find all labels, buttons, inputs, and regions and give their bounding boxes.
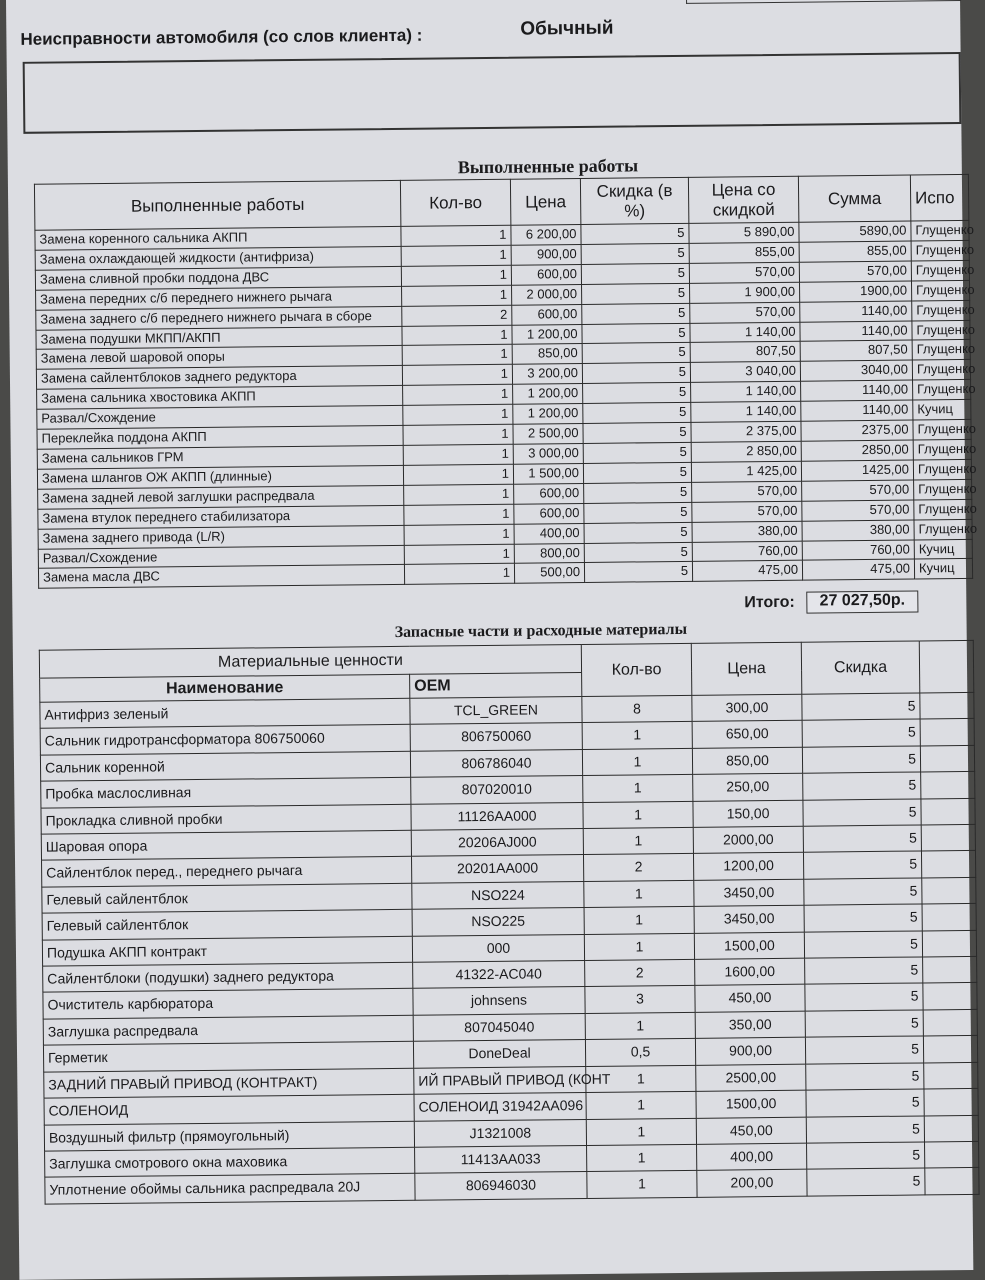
work-price: 1 500,00 [513, 463, 583, 484]
work-sum: 380,00 [802, 520, 914, 541]
work-qty: 1 [403, 424, 513, 445]
works-total-label: Итого: [744, 593, 795, 612]
part-discount: 5 [804, 931, 922, 959]
part-extra [922, 904, 976, 931]
works-total [744, 592, 944, 614]
part-price: 2500,00 [696, 1064, 806, 1092]
part-price: 1500,00 [694, 932, 804, 960]
part-oem: 20206AJ000 [411, 829, 583, 857]
works-header-discount: Скидка (в %) [580, 177, 688, 224]
work-discounted-price: 570,00 [692, 501, 802, 522]
part-qty: 8 [582, 695, 692, 723]
work-discount: 5 [581, 243, 689, 264]
part-discount: 5 [807, 1168, 925, 1196]
parts-table [39, 640, 980, 1204]
part-extra [921, 851, 975, 878]
work-discount: 5 [582, 303, 690, 324]
part-qty: 2 [583, 854, 693, 882]
part-oem: 41322-AC040 [413, 961, 585, 989]
part-extra [923, 983, 977, 1010]
part-qty: 1 [586, 1091, 696, 1119]
work-qty: 1 [404, 544, 514, 565]
parts-header-price: Цена [691, 642, 802, 695]
work-qty: 1 [401, 225, 511, 246]
work-executor: Глущенко [914, 499, 972, 520]
part-name: Антифриз зеленый [40, 698, 410, 728]
work-discount: 5 [584, 522, 692, 543]
part-price: 450,00 [696, 1117, 806, 1145]
work-discounted-price: 1 140,00 [691, 381, 801, 402]
work-executor: Глущенко [911, 280, 969, 301]
work-qty: 1 [404, 524, 514, 545]
part-discount: 5 [807, 1142, 925, 1170]
part-discount: 5 [806, 1089, 924, 1117]
work-discounted-price: 570,00 [692, 481, 802, 502]
work-name: Замена масла ДВС [38, 565, 404, 589]
part-price: 3450,00 [694, 879, 804, 907]
work-discounted-price: 570,00 [689, 262, 799, 283]
work-discounted-price: 807,50 [690, 342, 800, 363]
part-discount: 5 [803, 825, 921, 853]
work-qty: 1 [403, 384, 513, 405]
parts-header-group: Материальные ценности [39, 645, 581, 679]
work-name: Замена заднего с/б переднего нижнего рычага в сборе [36, 306, 402, 330]
part-name: Сальник коренной [40, 751, 410, 781]
part-price: 850,00 [692, 747, 802, 775]
part-price: 150,00 [693, 800, 803, 828]
work-discounted-price: 3 040,00 [690, 362, 800, 383]
work-price: 900,00 [511, 244, 581, 265]
part-qty: 1 [586, 1118, 696, 1146]
part-extra [920, 719, 974, 746]
part-oem: J1321008 [414, 1119, 586, 1147]
part-extra [924, 1062, 978, 1089]
work-price: 2 000,00 [512, 284, 582, 305]
part-price: 650,00 [692, 721, 802, 749]
part-extra [923, 1036, 977, 1063]
part-discount: 5 [804, 904, 922, 932]
work-executor: Глущенко [912, 360, 970, 381]
work-discounted-price: 2 375,00 [691, 421, 801, 442]
work-name: Замена левой шаровой опоры [36, 346, 402, 370]
work-price: 3 000,00 [513, 443, 583, 464]
works-table [34, 174, 978, 589]
part-name: Заглушка распредвала [43, 1015, 413, 1045]
work-discount: 5 [583, 442, 691, 463]
parts-header-oem: OEM [410, 673, 582, 699]
work-executor: Глущенко [914, 519, 972, 540]
work-sum: 475,00 [802, 559, 914, 580]
work-discount: 5 [583, 403, 691, 424]
work-price: 2 500,00 [513, 424, 583, 445]
part-qty: 1 [583, 775, 693, 803]
work-qty: 1 [401, 245, 511, 266]
part-name: Подушка АКПП контракт [42, 936, 412, 966]
parts-header-discount: Скидка [801, 641, 920, 694]
part-name: Герметик [43, 1042, 413, 1072]
work-price: 400,00 [514, 523, 584, 544]
works-header-discounted-price: Цена со скидкой [688, 176, 798, 223]
works-header-name: Выполненные работы [34, 180, 400, 230]
work-sum: 855,00 [799, 241, 911, 262]
header-strip [686, 0, 961, 4]
work-price: 800,00 [514, 543, 584, 564]
work-discounted-price: 1 425,00 [691, 461, 801, 482]
work-discounted-price: 1 140,00 [690, 322, 800, 343]
work-qty: 1 [402, 285, 512, 306]
work-sum: 2375,00 [801, 420, 913, 441]
work-qty: 1 [401, 265, 511, 286]
work-executor: Кучиц [913, 400, 971, 421]
work-name: Переклейка поддона АКПП [37, 425, 403, 449]
work-qty: 2 [402, 305, 512, 326]
work-price: 600,00 [514, 503, 584, 524]
part-extra [921, 798, 975, 825]
part-name: Шаровая опора [41, 830, 411, 860]
part-name: Очиститель карбюратора [43, 989, 413, 1019]
work-price: 1 200,00 [512, 324, 582, 345]
part-discount: 5 [805, 1036, 923, 1064]
part-price: 2000,00 [693, 826, 803, 854]
work-name: Замена подушки МКПП/АКПП [36, 326, 402, 350]
work-name: Замена сливной пробки поддона ДВС [35, 266, 401, 290]
part-extra [922, 877, 976, 904]
work-executor: Кучиц [914, 539, 972, 560]
part-name: Заглушка смотрового окна маховика [45, 1147, 415, 1177]
part-extra [924, 1088, 978, 1115]
part-price: 250,00 [693, 773, 803, 801]
part-extra [925, 1141, 979, 1168]
work-discounted-price: 2 850,00 [691, 441, 801, 462]
works-header-qty: Кол-во [400, 179, 510, 226]
part-extra [923, 956, 977, 983]
work-sum: 570,00 [799, 261, 911, 282]
work-sum: 760,00 [802, 540, 914, 561]
work-executor: Глущенко [913, 439, 971, 460]
works-header-executor: Испо [910, 174, 968, 221]
complaint-box [23, 52, 962, 134]
part-oem: 20201AA000 [411, 855, 583, 883]
work-executor: Кучиц [914, 559, 972, 580]
work-executor: Глущенко [911, 220, 969, 241]
work-qty: 1 [403, 444, 513, 465]
part-oem: DoneDeal [413, 1040, 585, 1068]
part-oem: 806750060 [410, 723, 582, 751]
part-oem: NSO225 [412, 908, 584, 936]
part-discount: 5 [803, 772, 921, 800]
work-qty: 1 [403, 464, 513, 485]
part-discount: 5 [805, 1010, 923, 1038]
work-name: Замена коренного сальника АКПП [35, 226, 401, 250]
work-executor: Глущенко [912, 320, 970, 341]
parts-header-extra [919, 640, 974, 693]
work-discounted-price: 5 890,00 [689, 222, 799, 243]
work-discounted-price: 760,00 [692, 541, 802, 562]
part-qty: 1 [584, 907, 694, 935]
part-price: 300,00 [692, 694, 802, 722]
document-page [6, 0, 978, 1280]
work-discount: 5 [582, 343, 690, 364]
part-oem: 11126AA000 [411, 802, 583, 830]
part-name: Прокладка сливной пробки [41, 804, 411, 834]
work-sum: 570,00 [802, 500, 914, 521]
part-qty: 1 [587, 1171, 697, 1199]
work-name: Замена задней левой заглушки распредвала [38, 485, 404, 509]
part-price: 350,00 [695, 1011, 805, 1039]
work-discount: 5 [584, 482, 692, 503]
part-name: Уплотнение обоймы сальника распредвала 20J [45, 1174, 415, 1204]
work-price: 600,00 [512, 304, 582, 325]
work-sum: 1140,00 [800, 301, 912, 322]
work-name: Замена заднего привода (L/R) [38, 525, 404, 549]
work-discounted-price: 570,00 [690, 302, 800, 323]
work-name: Замена сальников ГРМ [37, 445, 403, 469]
works-section-title: Выполненные работы [457, 155, 639, 178]
work-executor: Глущенко [913, 419, 971, 440]
part-qty: 1 [584, 880, 694, 908]
part-qty: 1 [583, 827, 693, 855]
work-discounted-price: 1 900,00 [690, 282, 800, 303]
work-price: 3 200,00 [512, 364, 582, 385]
part-qty: 1 [587, 1144, 697, 1172]
work-price: 850,00 [512, 344, 582, 365]
part-price: 900,00 [695, 1037, 805, 1065]
work-executor: Глущенко [914, 479, 972, 500]
work-sum: 570,00 [802, 480, 914, 501]
part-price: 1500,00 [696, 1090, 806, 1118]
part-extra [921, 772, 975, 799]
part-discount: 5 [805, 957, 923, 985]
part-discount: 5 [803, 851, 921, 879]
part-discount: 5 [806, 1115, 924, 1143]
part-name: Воздушный фильтр (прямоугольный) [44, 1121, 414, 1151]
part-extra [921, 824, 975, 851]
part-name: Пробка маслосливная [41, 778, 411, 808]
part-qty: 1 [582, 748, 692, 776]
part-discount: 5 [806, 1063, 924, 1091]
work-qty: 1 [402, 325, 512, 346]
work-name: Замена сальника хвостовика АКПП [37, 386, 403, 410]
work-price: 600,00 [511, 264, 581, 285]
work-discounted-price: 380,00 [692, 521, 802, 542]
part-oem: СОЛЕНОИД 31942AA096 [414, 1093, 586, 1121]
part-oem: johnsens [413, 987, 585, 1015]
work-name: Замена шлангов ОЖ АКПП (длинные) [37, 465, 403, 489]
part-oem: 806946030 [415, 1172, 587, 1200]
complaint-label: Неисправности автомобиля (со слов клиента) : [20, 25, 423, 49]
work-discount: 5 [581, 263, 689, 284]
work-sum: 1140,00 [801, 400, 913, 421]
part-discount: 5 [802, 746, 920, 774]
work-qty: 1 [402, 345, 512, 366]
work-discount: 5 [584, 542, 692, 563]
work-executor: Глущенко [913, 380, 971, 401]
work-name: Замена сайлентблоков заднего редуктора [36, 366, 402, 390]
part-extra [922, 930, 976, 957]
work-qty: 1 [404, 484, 514, 505]
part-extra [920, 745, 974, 772]
parts-header-name: Наименование [40, 674, 410, 702]
part-qty: 3 [585, 986, 695, 1014]
work-sum: 1140,00 [800, 321, 912, 342]
part-discount: 5 [804, 878, 922, 906]
part-oem: 11413AA033 [415, 1145, 587, 1173]
part-name: Сальник гидротрансформатора 806750060 [40, 725, 410, 755]
part-qty: 1 [582, 722, 692, 750]
works-header-price: Цена [510, 178, 580, 225]
part-discount: 5 [805, 983, 923, 1011]
part-name: Гелевый сайлентблок [42, 910, 412, 940]
part-qty: 1 [583, 801, 693, 829]
work-discount: 5 [582, 283, 690, 304]
part-oem: 000 [412, 934, 584, 962]
part-name: СОЛЕНОИД [44, 1094, 414, 1124]
part-qty: 1 [585, 1012, 695, 1040]
work-executor: Глущенко [912, 300, 970, 321]
work-sum: 807,50 [800, 340, 912, 361]
part-qty: 2 [585, 959, 695, 987]
work-qty: 1 [404, 564, 514, 585]
part-price: 1200,00 [693, 853, 803, 881]
work-sum: 5890,00 [799, 221, 911, 242]
parts-section-title: Запасные части и расходные материалы [394, 620, 688, 641]
work-discount: 5 [583, 383, 691, 404]
work-executor: Глущенко [913, 459, 971, 480]
part-price: 400,00 [697, 1143, 807, 1171]
part-extra [923, 1009, 977, 1036]
work-qty: 1 [403, 404, 513, 425]
work-discounted-price: 1 140,00 [691, 401, 801, 422]
work-sum: 1900,00 [799, 281, 911, 302]
part-oem: 807045040 [413, 1013, 585, 1041]
part-qty: 1 [586, 1065, 696, 1093]
part-name: Гелевый сайлентблок [42, 883, 412, 913]
work-discount: 5 [582, 363, 690, 384]
part-discount: 5 [802, 693, 920, 721]
work-sum: 1140,00 [801, 380, 913, 401]
part-name: ЗАДНИЙ ПРАВЫЙ ПРИВОД (КОНТРАКТ) [44, 1068, 414, 1098]
work-qty: 1 [404, 504, 514, 525]
part-extra [924, 1115, 978, 1142]
part-discount: 5 [803, 799, 921, 827]
work-discounted-price: 475,00 [692, 561, 802, 582]
work-discount: 5 [582, 323, 690, 344]
work-name: Развал/Схождение [38, 545, 404, 569]
part-price: 450,00 [695, 985, 805, 1013]
works-header-sum: Сумма [798, 175, 910, 222]
work-executor: Глущенко [911, 240, 969, 261]
work-price: 1 200,00 [513, 384, 583, 405]
work-price: 1 200,00 [513, 404, 583, 425]
work-discount: 5 [583, 462, 691, 483]
part-qty: 1 [584, 933, 694, 961]
part-extra [925, 1168, 979, 1195]
work-discounted-price: 855,00 [689, 242, 799, 263]
part-price: 1600,00 [695, 958, 805, 986]
work-price: 500,00 [514, 563, 584, 584]
part-oem: NSO224 [412, 881, 584, 909]
work-discount: 5 [584, 502, 692, 523]
part-oem: 807020010 [411, 776, 583, 804]
work-price: 6 200,00 [511, 224, 581, 245]
work-name: Развал/Схождение [37, 406, 403, 430]
part-name: Сайлентблок перед., переднего рычага [42, 857, 412, 887]
work-name: Замена втулок переднего стабилизатора [38, 505, 404, 529]
complaint-value: Обычный [520, 17, 614, 40]
works-total-value: 27 027,50р. [806, 590, 918, 613]
part-price: 3450,00 [694, 905, 804, 933]
part-oem: ИЙ ПРАВЫЙ ПРИВОД (КОНТ [414, 1066, 586, 1094]
work-qty: 1 [402, 365, 512, 386]
part-price: 200,00 [697, 1169, 807, 1197]
work-sum: 3040,00 [800, 360, 912, 381]
parts-header-qty: Кол-во [581, 643, 692, 696]
work-price: 600,00 [514, 483, 584, 504]
work-executor: Глущенко [911, 260, 969, 281]
part-qty: 0,5 [585, 1039, 695, 1067]
work-name: Замена передних с/б переднего нижнего рычага [36, 286, 402, 310]
part-oem: TCL_GREEN [410, 697, 582, 725]
work-executor: Глущенко [912, 340, 970, 361]
part-extra [920, 692, 974, 719]
work-discount: 5 [584, 562, 692, 583]
work-sum: 2850,00 [801, 440, 913, 461]
part-discount: 5 [802, 719, 920, 747]
work-name: Замена охлаждающей жидкости (антифриза) [35, 246, 401, 270]
work-discount: 5 [581, 223, 689, 244]
part-name: Сайлентблоки (подушки) заднего редуктора [43, 962, 413, 992]
work-discount: 5 [583, 422, 691, 443]
work-sum: 1425,00 [801, 460, 913, 481]
part-oem: 806786040 [410, 749, 582, 777]
